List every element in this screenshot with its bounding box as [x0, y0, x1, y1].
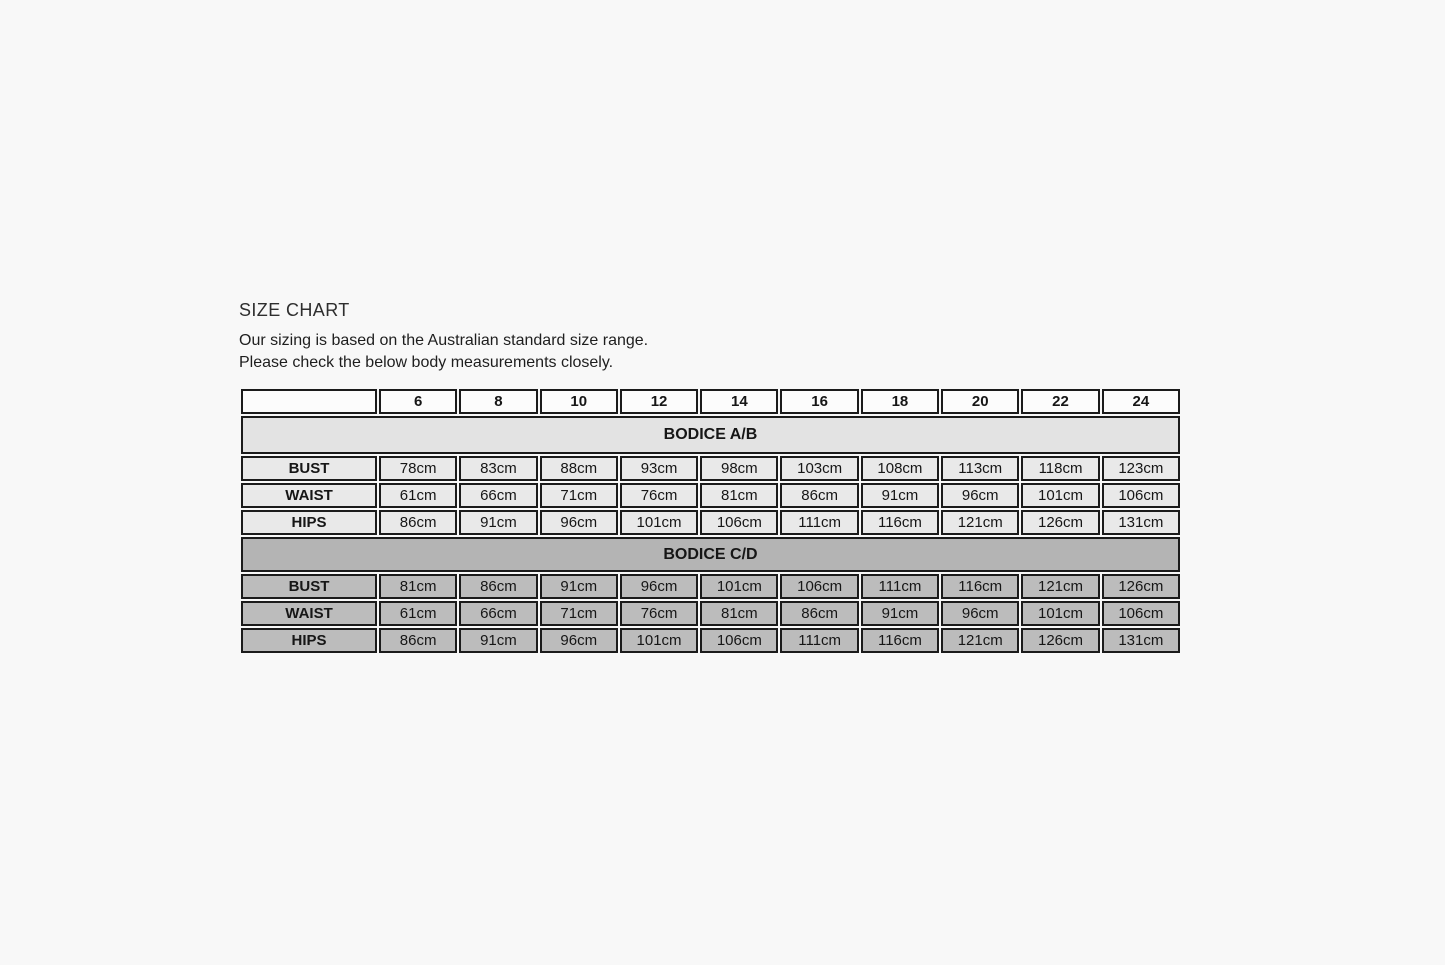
- measurement-label: HIPS: [241, 628, 377, 653]
- measurement-value: 61cm: [379, 483, 457, 508]
- size-column-header: 20: [941, 389, 1019, 414]
- measurement-value: 91cm: [540, 574, 618, 599]
- measurement-value: 83cm: [459, 456, 537, 481]
- measurement-value: 106cm: [1102, 483, 1180, 508]
- measurement-value: 96cm: [540, 510, 618, 535]
- measurement-value: 66cm: [459, 483, 537, 508]
- measurement-value: 86cm: [459, 574, 537, 599]
- size-column-header: 16: [780, 389, 858, 414]
- measurement-value: 126cm: [1021, 510, 1099, 535]
- measurement-row: [241, 628, 1180, 653]
- measurement-value: 111cm: [780, 510, 858, 535]
- measurement-value: 76cm: [620, 601, 698, 626]
- intro-line-2: Please check the below body measurements closely.: [239, 353, 614, 371]
- measurement-value: 98cm: [700, 456, 778, 481]
- measurement-value: 88cm: [540, 456, 618, 481]
- measurement-value: 86cm: [780, 601, 858, 626]
- measurement-value: 66cm: [459, 601, 537, 626]
- measurement-value: 106cm: [780, 574, 858, 599]
- measurement-value: 126cm: [1102, 574, 1180, 599]
- measurement-value: 78cm: [379, 456, 457, 481]
- measurement-value: 91cm: [861, 601, 939, 626]
- measurement-value: 81cm: [700, 601, 778, 626]
- size-chart-page: [239, 300, 1182, 655]
- measurement-value: 121cm: [1021, 574, 1099, 599]
- measurement-value: 106cm: [1102, 601, 1180, 626]
- size-chart-body: [241, 416, 1180, 653]
- measurement-value: 123cm: [1102, 456, 1180, 481]
- size-column-header: 18: [861, 389, 939, 414]
- measurement-value: 101cm: [1021, 601, 1099, 626]
- measurement-value: 86cm: [780, 483, 858, 508]
- measurement-value: 61cm: [379, 601, 457, 626]
- size-column-header: 22: [1021, 389, 1099, 414]
- measurement-value: 116cm: [861, 510, 939, 535]
- measurement-value: 106cm: [700, 628, 778, 653]
- measurement-value: 111cm: [780, 628, 858, 653]
- measurement-label: WAIST: [241, 483, 377, 508]
- measurement-value: 96cm: [941, 483, 1019, 508]
- measurement-value: 131cm: [1102, 628, 1180, 653]
- measurement-value: 101cm: [620, 628, 698, 653]
- size-header-row: [241, 389, 1180, 414]
- measurement-value: 101cm: [1021, 483, 1099, 508]
- measurement-row: [241, 456, 1180, 481]
- size-column-header: 8: [459, 389, 537, 414]
- measurement-value: 103cm: [780, 456, 858, 481]
- measurement-value: 81cm: [700, 483, 778, 508]
- measurement-value: 108cm: [861, 456, 939, 481]
- size-column-header: 6: [379, 389, 457, 414]
- measurement-value: 116cm: [861, 628, 939, 653]
- measurement-label: HIPS: [241, 510, 377, 535]
- measurement-value: 126cm: [1021, 628, 1099, 653]
- measurement-value: 116cm: [941, 574, 1019, 599]
- measurement-value: 86cm: [379, 628, 457, 653]
- measurement-value: 81cm: [379, 574, 457, 599]
- size-column-header: 24: [1102, 389, 1180, 414]
- measurement-value: 91cm: [459, 628, 537, 653]
- measurement-value: 101cm: [700, 574, 778, 599]
- size-chart-table: [239, 387, 1182, 655]
- measurement-value: 121cm: [941, 510, 1019, 535]
- measurement-value: 93cm: [620, 456, 698, 481]
- measurement-value: 71cm: [540, 483, 618, 508]
- measurement-row: [241, 601, 1180, 626]
- size-column-header: 10: [540, 389, 618, 414]
- measurement-row: [241, 574, 1180, 599]
- measurement-value: 76cm: [620, 483, 698, 508]
- measurement-value: 121cm: [941, 628, 1019, 653]
- measurement-label: BUST: [241, 456, 377, 481]
- measurement-value: 96cm: [540, 628, 618, 653]
- measurement-value: 96cm: [620, 574, 698, 599]
- measurement-value: 96cm: [941, 601, 1019, 626]
- measurement-value: 91cm: [459, 510, 537, 535]
- measurement-value: 71cm: [540, 601, 618, 626]
- measurement-row: [241, 510, 1180, 535]
- section-header: BODICE C/D: [241, 537, 1180, 572]
- measurement-label: BUST: [241, 574, 377, 599]
- measurement-row: [241, 483, 1180, 508]
- intro-line-1: Our sizing is based on the Australian standard size range.: [239, 332, 649, 349]
- corner-cell: [241, 389, 377, 414]
- measurement-label: WAIST: [241, 601, 377, 626]
- measurement-value: 101cm: [620, 510, 698, 535]
- size-column-header: 12: [620, 389, 698, 414]
- page-title: SIZE CHART: [239, 300, 350, 320]
- measurement-value: 113cm: [941, 456, 1019, 481]
- measurement-value: 86cm: [379, 510, 457, 535]
- measurement-value: 91cm: [861, 483, 939, 508]
- measurement-value: 131cm: [1102, 510, 1180, 535]
- measurement-value: 106cm: [700, 510, 778, 535]
- section-header: BODICE A/B: [241, 416, 1180, 454]
- size-column-header: 14: [700, 389, 778, 414]
- measurement-value: 111cm: [861, 574, 939, 599]
- measurement-value: 118cm: [1021, 456, 1099, 481]
